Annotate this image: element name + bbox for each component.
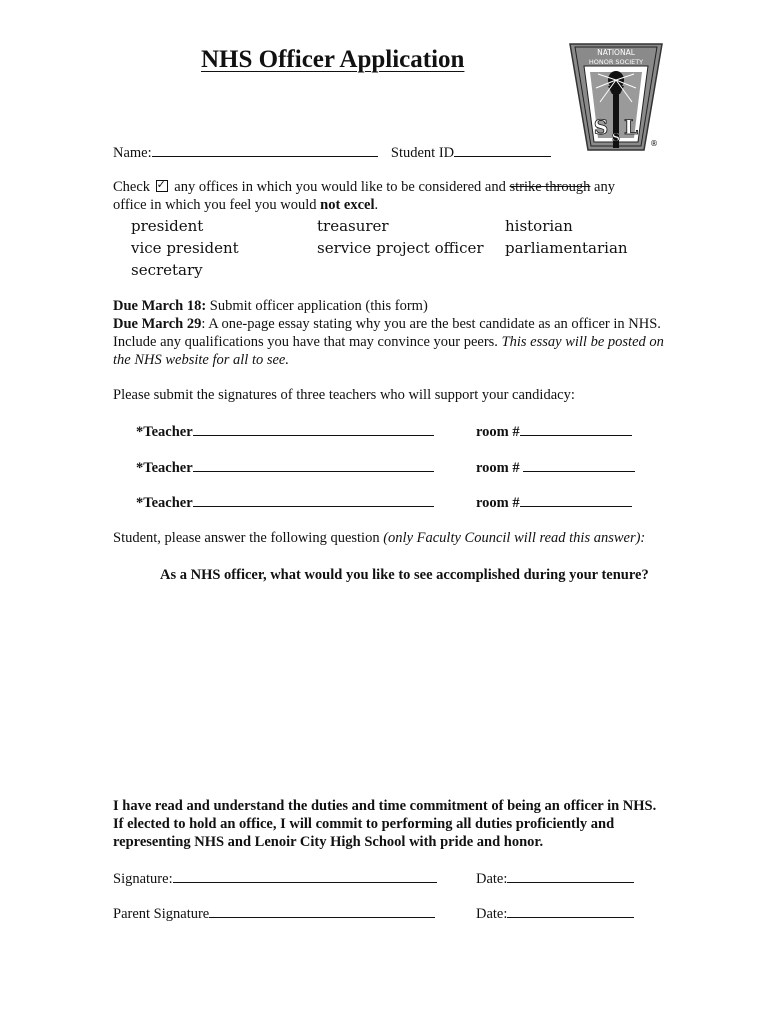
signature-label: Signature:	[113, 871, 173, 887]
teacher-signature-field[interactable]	[193, 458, 434, 472]
instructions-text: any offices in which you would like to be considered and	[174, 179, 506, 195]
office-parliamentarian[interactable]: parliamentarian	[505, 239, 628, 257]
office-service-project-officer[interactable]: service project officer	[317, 239, 484, 257]
student-id-field[interactable]	[454, 143, 551, 157]
due2-label: Due March 29	[113, 316, 202, 332]
office-secretary[interactable]: secretary	[131, 261, 203, 279]
parent-signature-label: Parent Signature	[113, 906, 210, 922]
nhs-logo	[568, 38, 664, 158]
room-row-3	[476, 493, 632, 512]
period: .	[374, 197, 379, 213]
date-field[interactable]	[507, 869, 634, 883]
instructions-text: any	[594, 179, 615, 195]
teacher-row-1	[136, 422, 434, 441]
due-march-18	[113, 297, 428, 315]
instructions-line-1	[113, 178, 615, 196]
name-row	[113, 143, 551, 162]
due1-label: Due March 18:	[113, 298, 207, 314]
date-field[interactable]	[507, 904, 634, 918]
teacher-label: *Teacher	[136, 460, 193, 476]
answer-area[interactable]	[113, 592, 673, 787]
not-excel-text: not excel	[320, 197, 375, 213]
teacher-label: *Teacher	[136, 424, 193, 440]
commitment-line-2: If elected to hold an office, I will commit to performing all duties proficiently and	[113, 816, 615, 832]
question-intro	[113, 529, 645, 547]
room-label: room #	[476, 460, 524, 476]
logo-letter-l: L	[623, 115, 639, 139]
room-label: room #	[476, 424, 520, 440]
teacher-signature-field[interactable]	[193, 493, 434, 507]
teacher-row-2	[136, 458, 434, 477]
office-president[interactable]: president	[131, 217, 204, 235]
teacher-row-3	[136, 493, 434, 512]
room-field[interactable]	[523, 458, 635, 472]
office-treasurer[interactable]: treasurer	[317, 217, 389, 235]
parent-signature-row	[113, 904, 435, 923]
teacher-label: *Teacher	[136, 495, 193, 511]
room-field[interactable]	[520, 422, 632, 436]
teacher-signature-field[interactable]	[193, 422, 434, 436]
logo-bottom-text: HONOR SOCIETY	[588, 58, 644, 66]
keystone-torch-icon	[568, 38, 664, 158]
room-row-1	[476, 422, 632, 441]
instructions-text: office in which you feel you would	[113, 197, 317, 213]
student-id-label: Student ID	[390, 145, 455, 161]
name-label: Name:	[113, 145, 152, 161]
question-intro-text: Student, please answer the following question	[113, 530, 380, 546]
question: As a NHS officer, what would you like to see accomplished during your tenure?	[160, 567, 649, 583]
room-row-2	[476, 458, 635, 477]
instructions-text: Check	[113, 179, 151, 195]
office-vice-president[interactable]: vice president	[131, 239, 239, 257]
date-label: Date:	[476, 871, 508, 887]
date-row-1	[476, 869, 634, 888]
page-title: NHS Officer Application	[201, 46, 465, 73]
room-field[interactable]	[520, 493, 632, 507]
checkbox-icon: ✓	[156, 179, 166, 191]
commitment-line-3: representing NHS and Lenoir City High School with pride and honor.	[113, 834, 544, 850]
due2-italic-a: This essay will be posted on	[501, 334, 664, 350]
logo-letter-s1: S	[593, 115, 609, 139]
name-field[interactable]	[152, 143, 378, 157]
due-march-29	[113, 315, 661, 333]
due2-line2: Include any qualifications you have that may convince your peers.	[113, 334, 498, 350]
instructions-line-2	[113, 196, 378, 214]
strike-through-text: strike through	[509, 179, 591, 195]
question-intro-italic: (only Faculty Council will read this answer):	[383, 530, 646, 546]
room-label: room #	[476, 495, 520, 511]
logo-top-text: NATIONAL	[597, 48, 635, 57]
signature-field[interactable]	[173, 869, 437, 883]
office-historian[interactable]: historian	[505, 217, 573, 235]
signatures-prompt: Please submit the signatures of three teachers who will support your candidacy:	[113, 387, 575, 403]
due-march-29-line2	[113, 333, 664, 351]
registered-mark: ®	[650, 139, 658, 148]
due2-text: : A one-page essay stating why you are the best candidate as an officer in NHS.	[201, 316, 661, 332]
logo-letter-s2: S	[612, 131, 620, 144]
date-label: Date:	[476, 906, 508, 922]
due1-text: Submit officer application (this form)	[209, 298, 428, 314]
due2-italic-b: the NHS website for all to see.	[113, 352, 289, 368]
commitment-line-1: I have read and understand the duties and time commitment of being an officer in NHS.	[113, 798, 657, 814]
parent-signature-field[interactable]	[209, 904, 435, 918]
date-row-2	[476, 904, 634, 923]
signature-row	[113, 869, 437, 888]
